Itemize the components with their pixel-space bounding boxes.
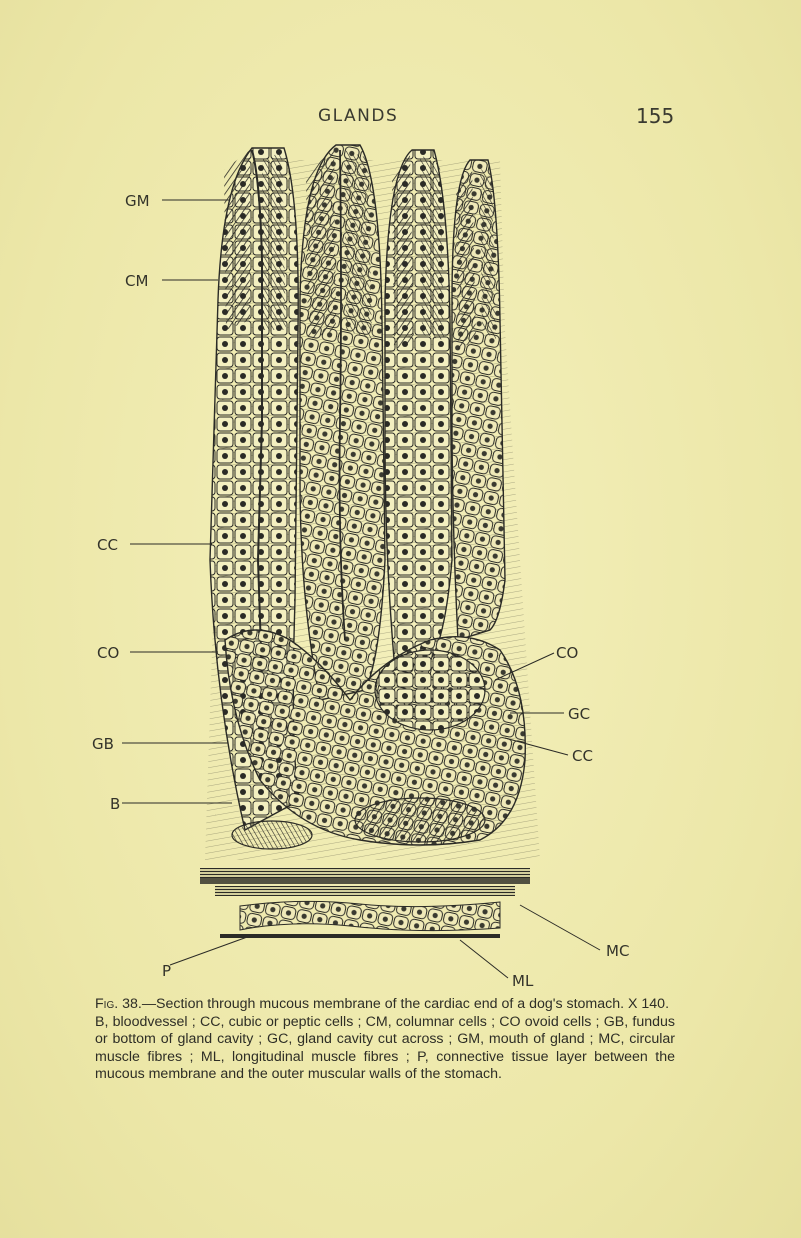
muscularis — [200, 868, 530, 938]
label-gc: GC — [568, 705, 591, 723]
gland-2 — [300, 145, 385, 700]
label-p: P — [162, 962, 172, 980]
caption-legend: B, bloodvessel ; CC, cubic or peptic cells ; CM, columnar cells ; CO ovoid cells ; GB, fundus or bottom of gland cavity ; GC, gland cavity cut across ; GM, mouth of gland ; MC, circular muscle fibres ; ML, longitudinal muscle fibres ; P, connective tissue layer between the mucous membrane and the outer muscular walls of the stomach. — [95, 1013, 675, 1083]
label-cc-left: CC — [97, 536, 118, 554]
label-co-right: CO — [556, 644, 579, 662]
page-number: 155 — [636, 104, 675, 128]
gland-3 — [385, 150, 452, 670]
fig-number: Fig. 38. — [95, 996, 142, 1012]
label-cm: CM — [125, 272, 149, 290]
label-gm: GM — [125, 192, 150, 210]
fig-title: —Section through mucous membrane of the cardiac end of a dog's stomach. — [141, 996, 625, 1012]
figure-caption — [95, 996, 675, 1084]
label-mc: MC — [606, 942, 630, 960]
caption-title-line — [95, 996, 675, 1014]
running-title: GLANDS — [318, 106, 399, 126]
label-b: B — [110, 795, 121, 813]
magnification: X 140. — [628, 996, 670, 1012]
gland-4 — [452, 160, 505, 640]
label-co-left: CO — [97, 644, 120, 662]
label-cc-right: CC — [572, 747, 593, 765]
label-ml: ML — [512, 972, 534, 990]
label-gb: GB — [92, 735, 114, 753]
